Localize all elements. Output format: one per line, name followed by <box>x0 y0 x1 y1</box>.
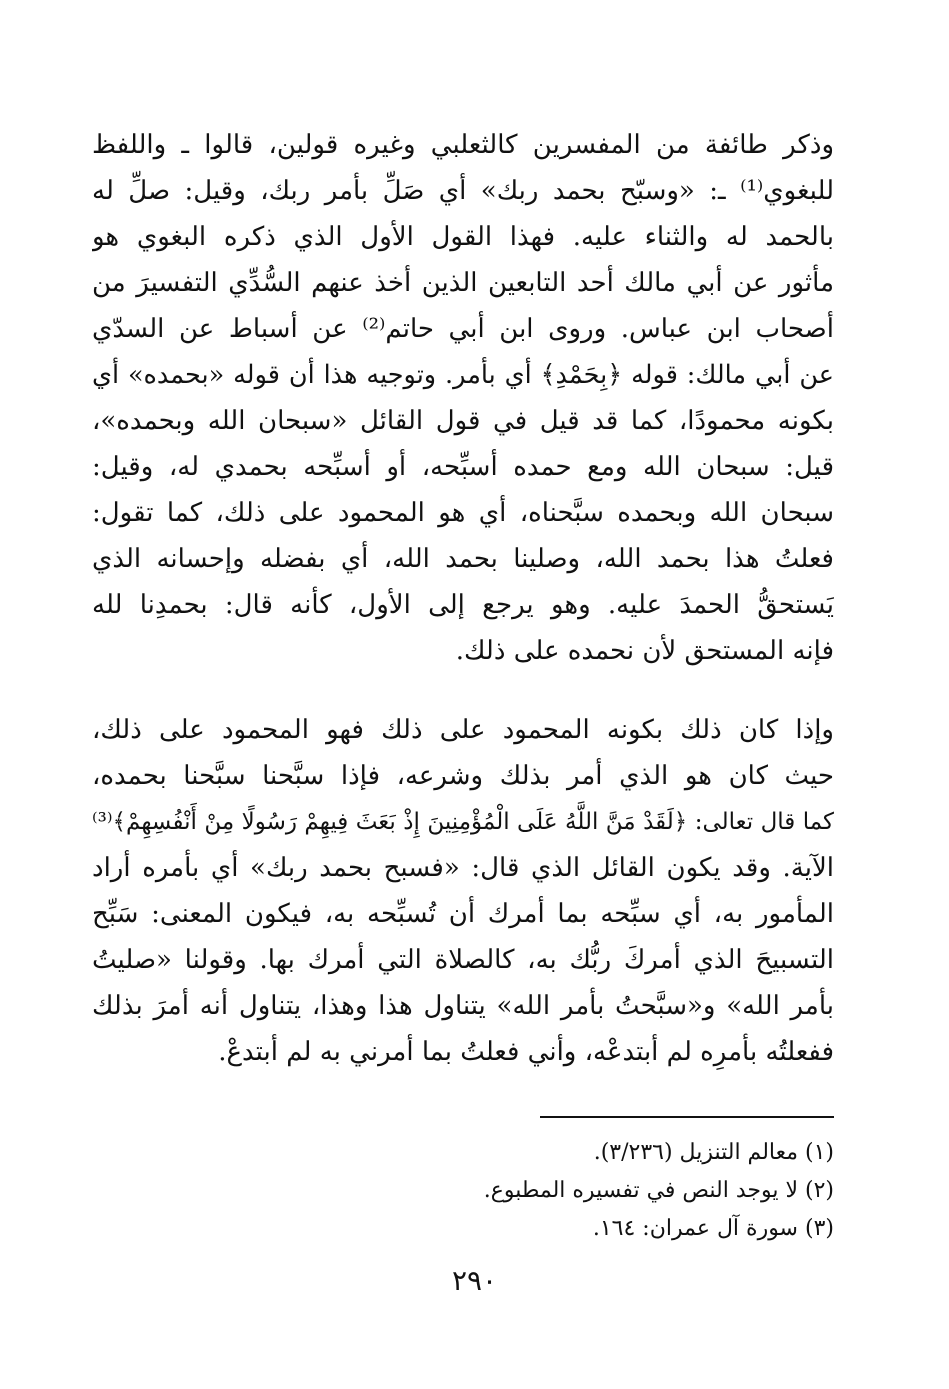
footnote-3: (٣) سورة آل عمران: ١٦٤. <box>592 1216 834 1241</box>
text-line: فعلتُ هذا بحمد الله، وصلينا بحمد الله، أي بفضله وإحسانه الذي <box>92 544 834 574</box>
footnote-2: (٢) لا يوجد النص في تفسيره المطبوع. <box>483 1178 834 1203</box>
text-line: يَستحقُّ الحمدَ عليه. وهو يرجع إلى الأول، كأنه قال: بحمدِنا لله <box>92 590 834 620</box>
text-line: مأثور عن أبي مالك أحد التابعين الذين أخذ عنهم السُّدِّي التفسيرَ من <box>92 268 834 298</box>
text-line: فإنه المستحق لأن نحمده على ذلك. <box>455 636 834 666</box>
text-line: وإذا كان ذلك بكونه المحمود على ذلك فهو المحمود على ذلك، <box>92 715 834 745</box>
footnote-1: (١) معالم التنزيل (٣/٢٣٦). <box>593 1140 834 1165</box>
text-line: المأمور به، أي سبِّحه بما أمرك أن تُسبِّحه به، فيكون المعنى: سَبِّح <box>92 899 834 929</box>
text-line: التسبيحَ الذي أمركَ ربُّك به، كالصلاة التي أمرك بها. وقولنا «صليتُ <box>92 945 834 975</box>
text-line: كما قال تعالى: ﴿لَقَدْ مَنَّ اللَّهُ عَلَى الْمُؤْمِنِينَ إِذْ بَعَثَ فِيهِمْ رَسُولًا مِنْ أَنْفُسِهِمْ﴾⁽³⁾ <box>92 809 834 835</box>
text-line: الآية. وقد يكون القائل الذي قال: «فسبح بحمد ربك» أي بأمره أراد <box>92 853 834 883</box>
text-line: بأمر الله» و«سبَّحتُ بأمر الله» يتناول هذا وهذا، يتناول أنه أمرَ بذلك <box>92 991 834 1021</box>
text-line: بكونه محمودًا، كما قد قيل في قول القائل «سبحان الله وبحمده»، <box>92 406 834 436</box>
page-number: ٢٩٠ <box>451 1264 498 1297</box>
text-line: ففعلتُه بأمرِه لم أبتدعْه، وأني فعلتُ بما أمرني به لم أبتدعْ. <box>218 1037 834 1067</box>
text-line: حيث كان هو الذي أمر بذلك وشرعه، فإذا سبَّحنا سبَّحنا بحمده، <box>92 761 834 791</box>
text-line: أصحاب ابن عباس. وروى ابن أبي حاتم⁽²⁾ عن أسباط عن السدّي <box>92 314 834 344</box>
text-line: قيل: سبحان الله ومع حمده أسبِّحه، أو أسبِّحه بحمدي له، وقيل: <box>92 452 834 482</box>
text-line: وذكر طائفة من المفسرين كالثعلبي وغيره قولين، قالوا ـ واللفظ <box>92 130 834 160</box>
footnote-divider <box>540 1116 834 1118</box>
paragraph-2 <box>92 707 834 1075</box>
text-line: سبحان الله وبحمده سبَّحناه، أي هو المحمود على ذلك، كما تقول: <box>92 498 834 528</box>
footnotes <box>334 1134 834 1248</box>
text-line: للبغوي⁽¹⁾ ـ: «وسبّح بحمد ربك» أي صَلِّ بأمر ربك، وقيل: صلِّ له <box>92 176 834 206</box>
text-line: بالحمد له والثناء عليه. فهذا القول الأول الذي ذكره البغوي هو <box>92 222 834 252</box>
text-line: عن أبي مالك: قوله ﴿بِحَمْدِ﴾ أي بأمر. وتوجيه هذا أن قوله «بحمده» أي <box>92 360 834 390</box>
paragraph-1 <box>92 122 834 674</box>
